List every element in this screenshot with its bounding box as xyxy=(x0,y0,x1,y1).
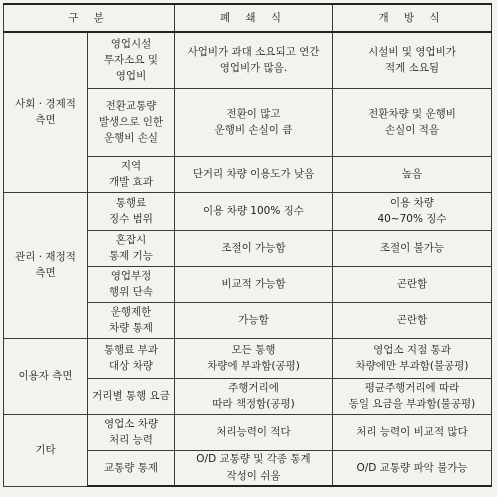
closed-cell: 주행거리에 따라 책정함(공평) xyxy=(175,378,333,414)
header-row xyxy=(4,4,492,32)
open-cell: 영업소 지점 통과 차량에만 부과함(불공평) xyxy=(333,338,492,378)
table-row xyxy=(4,192,492,230)
closed-cell: O/D 교통량 및 각종 통계 작성이 쉬움 xyxy=(175,450,333,486)
closed-cell: 조절이 가능함 xyxy=(175,230,333,266)
closed-cell: 모든 통행 차량에 부과함(공평) xyxy=(175,338,333,378)
item-label: 영업시설 투자소요 및 영업비 xyxy=(88,32,175,88)
open-cell: 평균주행거리에 따라 동일 요금을 부과함(불공평) xyxy=(333,378,492,414)
item-label: 전환교통량 발생으로 인한 운행비 손실 xyxy=(88,88,175,156)
group-label: 관리 · 재정적 측면 xyxy=(4,192,88,338)
group-label: 기타 xyxy=(4,414,88,486)
open-cell: O/D 교통량 파악 불가능 xyxy=(333,450,492,486)
item-label: 지역 개발 효과 xyxy=(88,156,175,192)
table-row xyxy=(4,338,492,378)
table-row xyxy=(4,414,492,450)
item-label: 통행료 징수 범위 xyxy=(88,192,175,230)
closed-cell: 비교적 가능함 xyxy=(175,266,333,302)
item-label: 거리별 통행 요금 xyxy=(88,378,175,414)
header-category: 구 분 xyxy=(4,4,175,32)
open-cell: 곤란함 xyxy=(333,266,492,302)
item-label: 영업소 차량 처리 능력 xyxy=(88,414,175,450)
open-cell: 이용 차량 40~70% 징수 xyxy=(333,192,492,230)
comparison-table xyxy=(3,3,492,487)
closed-cell: 전환이 많고 운행비 손실이 큼 xyxy=(175,88,333,156)
open-cell: 시설비 및 영업비가 적게 소요됨 xyxy=(333,32,492,88)
item-label: 영업부정 행위 단속 xyxy=(88,266,175,302)
item-label: 교통량 통제 xyxy=(88,450,175,486)
group-label: 이용자 측면 xyxy=(4,338,88,414)
item-label: 통행료 부과 대상 차량 xyxy=(88,338,175,378)
open-cell: 조절이 불가능 xyxy=(333,230,492,266)
closed-cell: 가능함 xyxy=(175,302,333,338)
open-cell: 전환차량 및 운행비 손실이 적음 xyxy=(333,88,492,156)
open-cell: 높음 xyxy=(333,156,492,192)
item-label: 혼잡시 통제 기능 xyxy=(88,230,175,266)
closed-cell: 처리능력이 적다 xyxy=(175,414,333,450)
header-closed: 폐 쇄 식 xyxy=(175,4,333,32)
header-open: 개 방 식 xyxy=(333,4,492,32)
closed-cell: 단거리 차량 이용도가 낮음 xyxy=(175,156,333,192)
comparison-table-container xyxy=(3,3,493,493)
closed-cell: 이용 차량 100% 징수 xyxy=(175,192,333,230)
table-row xyxy=(4,32,492,88)
open-cell: 처리 능력이 비교적 많다 xyxy=(333,414,492,450)
group-label: 사회 · 경제적 측면 xyxy=(4,32,88,192)
item-label: 운행제한 차량 통제 xyxy=(88,302,175,338)
closed-cell: 사업비가 과대 소요되고 연간 영업비가 많음. xyxy=(175,32,333,88)
open-cell: 곤란함 xyxy=(333,302,492,338)
